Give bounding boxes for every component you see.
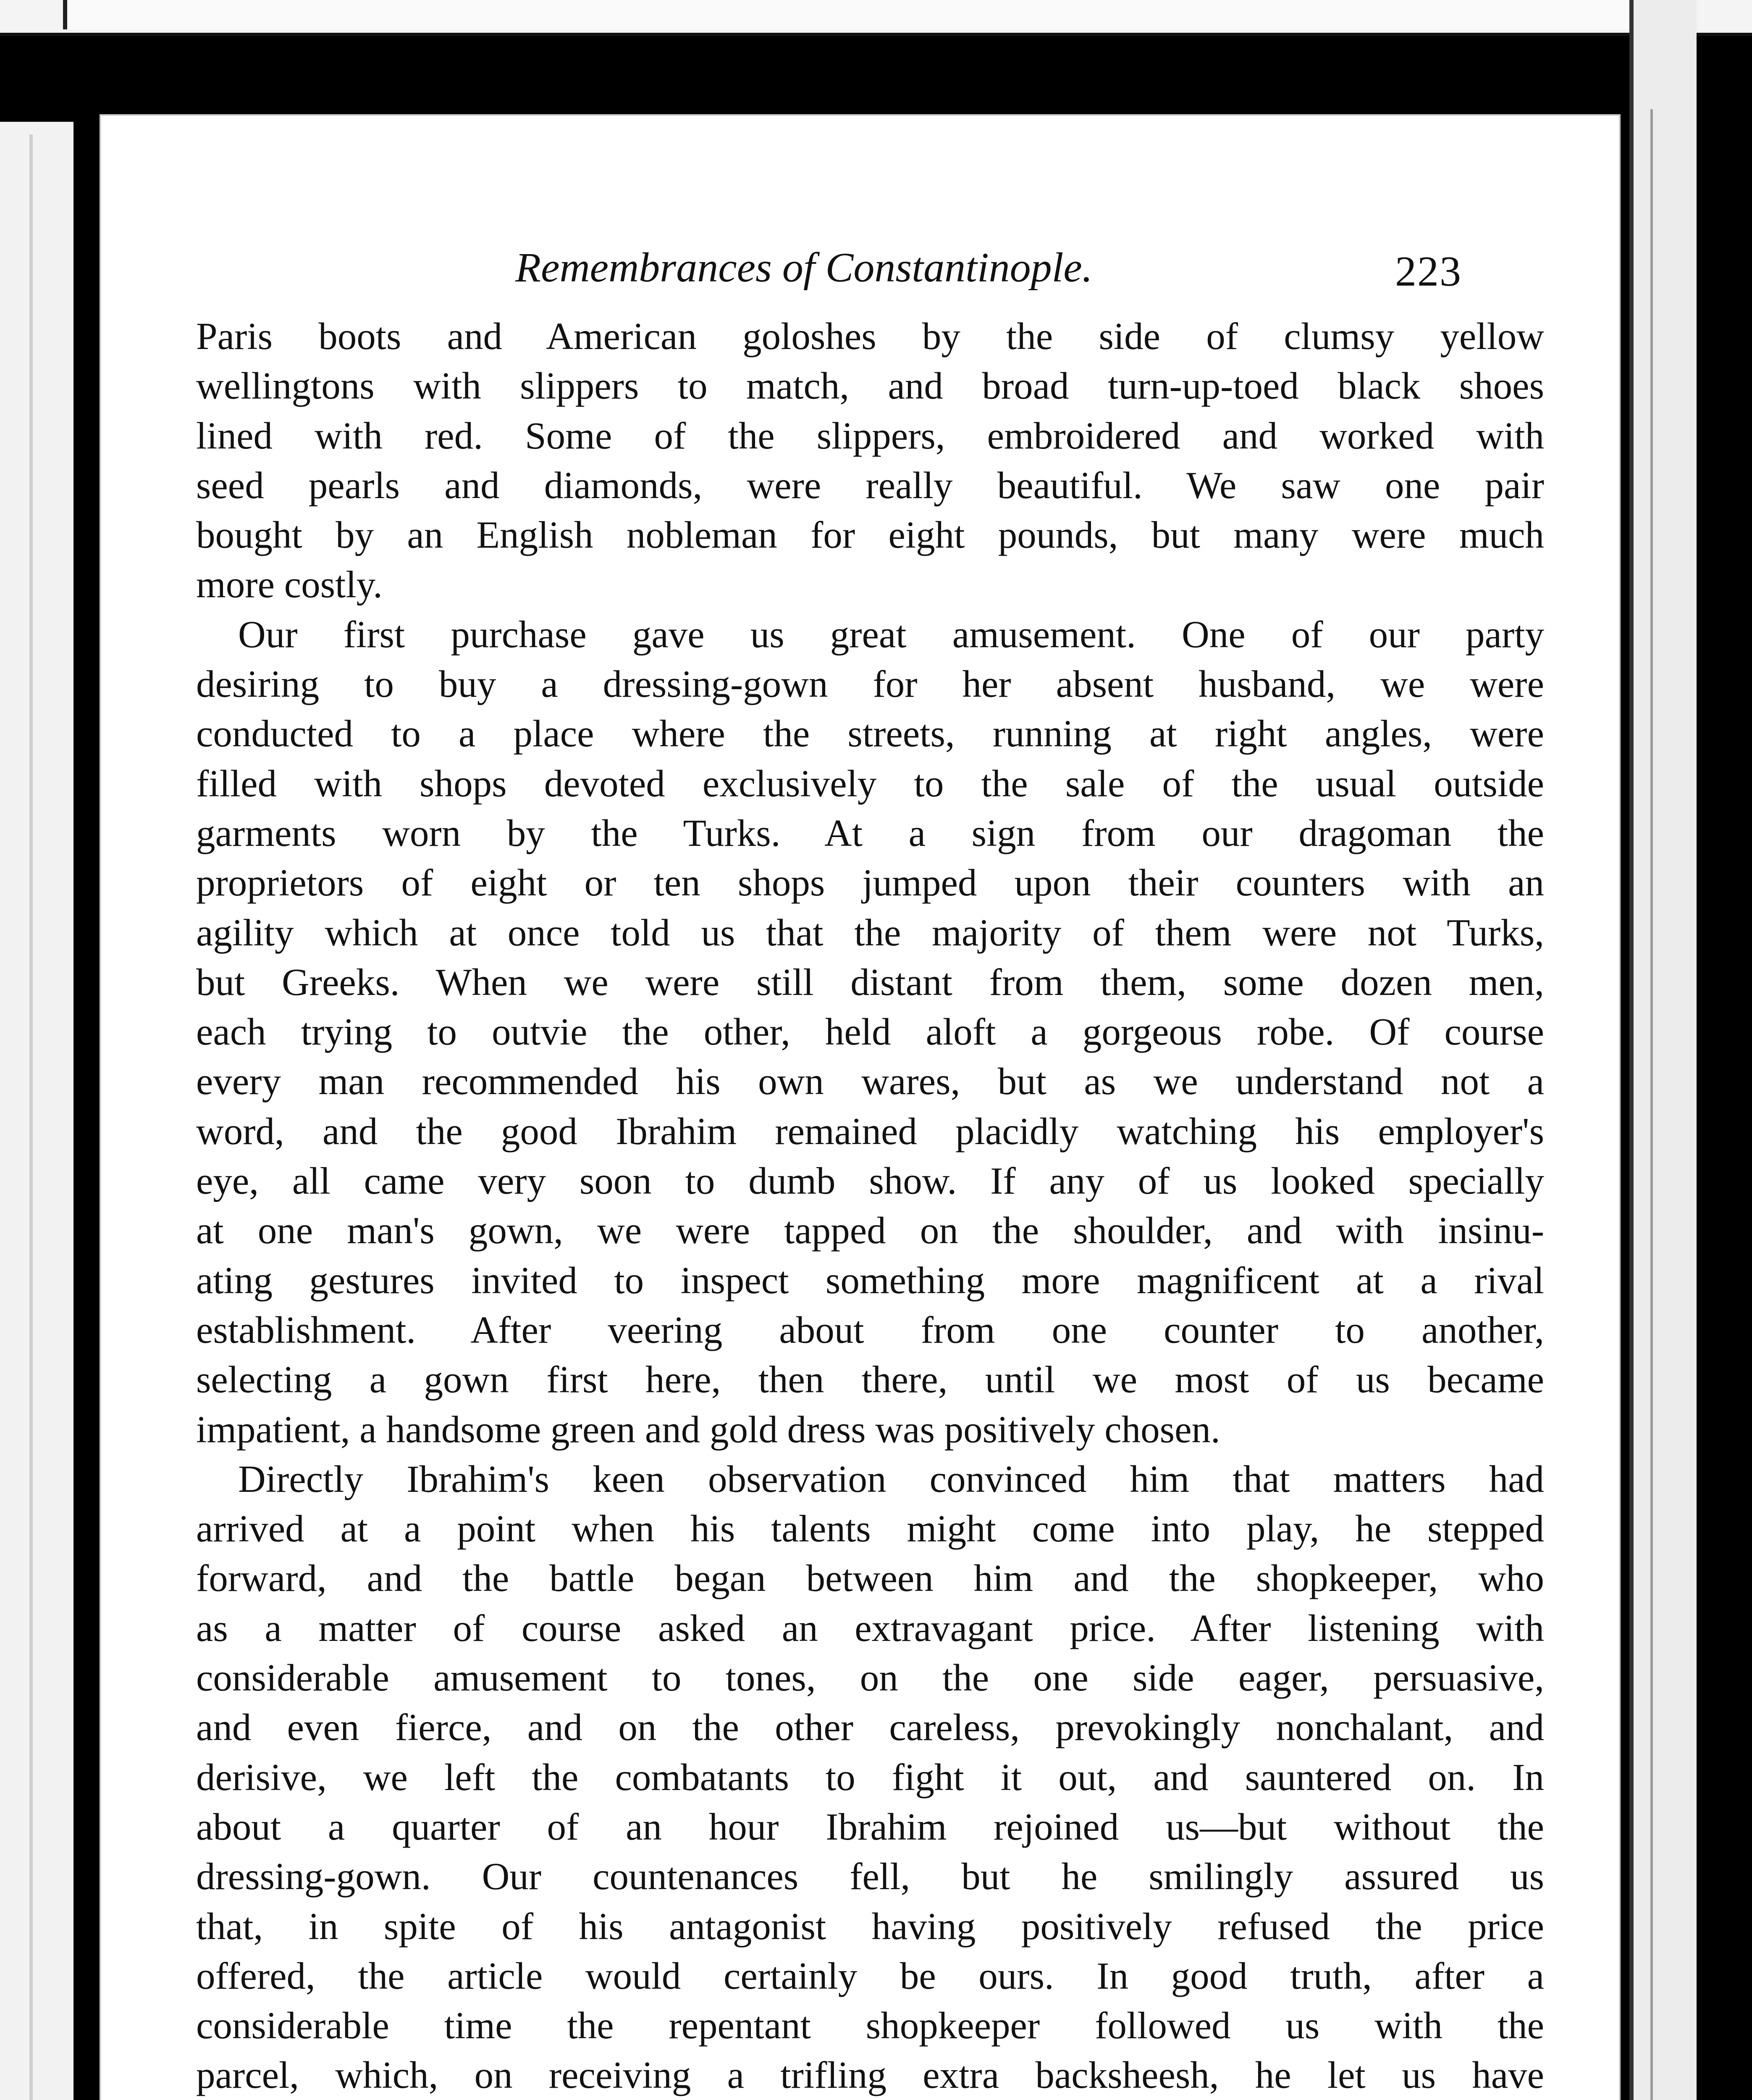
text-line: parcel, which, on receiving a trifling extra backsheesh, he let us have — [196, 2054, 1544, 2097]
text-line: seed pearls and diamonds, were really beautiful. We saw one pair — [196, 464, 1544, 507]
text-line: forward, and the battle began between him and the shopkeeper, who — [196, 1557, 1544, 1600]
adjacent-page-right-edge — [1629, 0, 1697, 2100]
text-line: arrived at a point when his talents might come into play, he stepped — [196, 1507, 1544, 1550]
text-line: dressing-gown. Our countenances fell, but he smilingly assured us — [196, 1855, 1544, 1898]
body-text — [196, 312, 1544, 2100]
text-line: more costly. — [196, 563, 383, 606]
text-line: offered, the article would certainly be ours. In good truth, after a — [196, 1954, 1544, 1997]
text-line: every man recommended his own wares, but as we understand not a — [196, 1060, 1544, 1103]
text-line: Paris boots and American goloshes by the side of clumsy yellow — [196, 315, 1544, 357]
text-line: about a quarter of an hour Ibrahim rejoined us—but without the — [196, 1805, 1544, 1848]
text-line: conducted to a place where the streets, running at right angles, were — [196, 712, 1544, 755]
adjacent-page-left-edge — [0, 122, 84, 2100]
text-line: ating gestures invited to inspect something more magnificent at a rival — [196, 1259, 1544, 1302]
running-head — [100, 236, 1621, 299]
text-line: at one man's gown, we were tapped on the shoulder, and with insinu- — [196, 1209, 1544, 1252]
text-line: wellingtons with slippers to match, and broad turn-up-toed black shoes — [196, 365, 1544, 407]
left-edge-shadow-line — [29, 134, 33, 2100]
text-line: garments worn by the Turks. At a sign from our dragoman the — [196, 811, 1544, 854]
text-line: and even fierce, and on the other careless, prevokingly nonchalant, and — [196, 1706, 1544, 1749]
text-line: considerable amusement to tones, on the one side eager, persuasive, — [196, 1656, 1544, 1699]
text-line: considerable time the repentant shopkeeper followed us with the — [196, 2004, 1544, 2047]
text-line: derisive, we left the combatants to fight it out, and sauntered on. In — [196, 1756, 1544, 1798]
text-line: word, and the good Ibrahim remained placidly watching his employer's — [196, 1110, 1544, 1152]
text-line: lined with red. Some of the slippers, embroidered and worked with — [196, 414, 1544, 457]
book-page — [100, 114, 1621, 2100]
text-line: desiring to buy a dressing-gown for her absent husband, we were — [196, 663, 1544, 706]
right-edge-shadow-line — [1650, 109, 1653, 2100]
text-line: eye, all came very soon to dumb show. If any of us looked specially — [196, 1160, 1544, 1202]
text-line: but Greeks. When we were still distant from them, some dozen men, — [196, 961, 1544, 1003]
adjacent-page-top-edge — [0, 0, 1752, 36]
page-number: 223 — [1395, 248, 1462, 295]
text-line: proprietors of eight or ten shops jumped upon their counters with an — [196, 861, 1544, 904]
text-line: each trying to outvie the other, held aloft a gorgeous robe. Of course — [196, 1011, 1544, 1053]
text-line: as a matter of course asked an extravagant price. After listening with — [196, 1606, 1544, 1649]
text-line: Directly Ibrahim's keen observation convinced him that matters had — [238, 1457, 1544, 1500]
text-line: establishment. After veering about from one counter to another, — [196, 1308, 1544, 1351]
adjacent-page-top-inner — [63, 0, 1646, 29]
text-line: selecting a gown first here, then there, until we most of us became — [196, 1358, 1544, 1401]
text-line: bought by an English nobleman for eight pounds, but many were much — [196, 514, 1544, 556]
text-line: filled with shops devoted exclusively to the sale of the usual outside — [196, 762, 1544, 805]
text-line: that, in spite of his antagonist having positively refused the price — [196, 1905, 1544, 1948]
text-line: agility which at once told us that the majority of them were not Turks, — [196, 911, 1544, 954]
text-line: impatient, a handsome green and gold dress was positively chosen. — [196, 1408, 1220, 1451]
text-line: Our first purchase gave us great amusement. One of our party — [238, 613, 1544, 656]
running-title: Remembrances of Constantinople. — [515, 244, 1093, 291]
